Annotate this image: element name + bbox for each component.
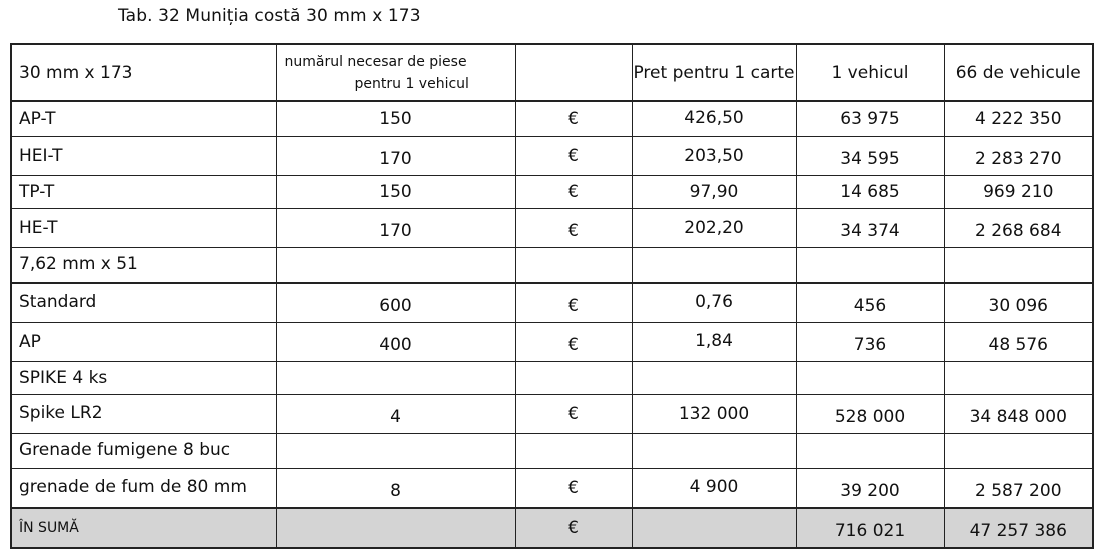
row-unit-price <box>632 434 796 469</box>
row-currency: € <box>515 176 632 209</box>
total-66-vehicles: 47 257 386 <box>944 508 1093 548</box>
row-total <box>944 434 1093 469</box>
row-total: 34 848 000 <box>944 395 1093 434</box>
row-currency: € <box>515 469 632 509</box>
row-unit-price: 203,50 <box>632 137 796 176</box>
section-row <box>11 248 1093 284</box>
row-qty: 170 <box>276 137 515 176</box>
header-66-vehicles: 66 de vehicule <box>944 44 1093 101</box>
header-unit-price: Pret pentru 1 carte <box>632 44 796 101</box>
row-unit-price: 1,84 <box>632 323 796 362</box>
row-unit-price <box>632 248 796 284</box>
total-row <box>11 508 1093 548</box>
row-total: 48 576 <box>944 323 1093 362</box>
row-one-vehicle <box>796 248 944 284</box>
row-one-vehicle <box>796 434 944 469</box>
row-one-vehicle: 528 000 <box>796 395 944 434</box>
row-one-vehicle: 34 595 <box>796 137 944 176</box>
row-unit-price <box>632 362 796 395</box>
row-currency: € <box>515 137 632 176</box>
row-total <box>944 362 1093 395</box>
header-pieces-line2: pentru 1 vehicul <box>354 75 469 92</box>
row-qty: 600 <box>276 283 515 323</box>
row-name: TP-T <box>11 176 276 209</box>
row-total <box>944 248 1093 284</box>
total-label: ÎN SUMĂ <box>11 508 276 548</box>
row-unit-price: 202,20 <box>632 209 796 248</box>
table-row <box>11 395 1093 434</box>
row-qty: 4 <box>276 395 515 434</box>
table-row <box>11 209 1093 248</box>
row-name: AP <box>11 323 276 362</box>
row-total: 2 283 270 <box>944 137 1093 176</box>
row-currency: € <box>515 209 632 248</box>
row-total: 969 210 <box>944 176 1093 209</box>
row-qty: 150 <box>276 176 515 209</box>
header-currency <box>515 44 632 101</box>
row-total: 4 222 350 <box>944 101 1093 137</box>
total-qty <box>276 508 515 548</box>
row-total: 2 587 200 <box>944 469 1093 509</box>
section-title: 7,62 mm x 51 <box>11 248 276 284</box>
section-title: SPIKE 4 ks <box>11 362 276 395</box>
row-name: Spike LR2 <box>11 395 276 434</box>
table-caption: Tab. 32 Muniția costă 30 mm x 173 <box>118 6 421 26</box>
row-currency <box>515 434 632 469</box>
row-currency: € <box>515 323 632 362</box>
total-unit-price <box>632 508 796 548</box>
header-one-vehicle: 1 vehicul <box>796 44 944 101</box>
row-qty <box>276 248 515 284</box>
total-currency: € <box>515 508 632 548</box>
table-row <box>11 469 1093 509</box>
table-row <box>11 283 1093 323</box>
table-row <box>11 323 1093 362</box>
row-one-vehicle: 456 <box>796 283 944 323</box>
header-pieces-line1: numărul necesar de piese <box>284 53 467 70</box>
row-qty <box>276 362 515 395</box>
row-name: Standard <box>11 283 276 323</box>
section-row <box>11 434 1093 469</box>
row-one-vehicle: 34 374 <box>796 209 944 248</box>
row-unit-price: 132 000 <box>632 395 796 434</box>
row-one-vehicle: 39 200 <box>796 469 944 509</box>
row-one-vehicle <box>796 362 944 395</box>
row-name: HEI-T <box>11 137 276 176</box>
header-row <box>11 44 1093 101</box>
row-currency: € <box>515 101 632 137</box>
row-one-vehicle: 63 975 <box>796 101 944 137</box>
row-one-vehicle: 14 685 <box>796 176 944 209</box>
row-qty: 400 <box>276 323 515 362</box>
row-unit-price: 426,50 <box>632 101 796 137</box>
row-name: AP-T <box>11 101 276 137</box>
table-row <box>11 137 1093 176</box>
row-one-vehicle: 736 <box>796 323 944 362</box>
row-qty: 170 <box>276 209 515 248</box>
row-qty: 150 <box>276 101 515 137</box>
section-row <box>11 362 1093 395</box>
table-row <box>11 101 1093 137</box>
table-row <box>11 176 1093 209</box>
row-currency: € <box>515 283 632 323</box>
row-currency <box>515 362 632 395</box>
row-qty <box>276 434 515 469</box>
row-name: grenade de fum de 80 mm <box>11 469 276 509</box>
row-unit-price: 97,90 <box>632 176 796 209</box>
row-currency <box>515 248 632 284</box>
row-name: HE-T <box>11 209 276 248</box>
total-one-vehicle: 716 021 <box>796 508 944 548</box>
ammunition-cost-table <box>10 43 1094 549</box>
row-unit-price: 0,76 <box>632 283 796 323</box>
row-total: 2 268 684 <box>944 209 1093 248</box>
row-total: 30 096 <box>944 283 1093 323</box>
row-currency: € <box>515 395 632 434</box>
row-unit-price: 4 900 <box>632 469 796 509</box>
header-pieces-needed <box>276 44 515 101</box>
header-caliber: 30 mm x 173 <box>11 44 276 101</box>
section-title: Grenade fumigene 8 buc <box>11 434 276 469</box>
row-qty: 8 <box>276 469 515 509</box>
